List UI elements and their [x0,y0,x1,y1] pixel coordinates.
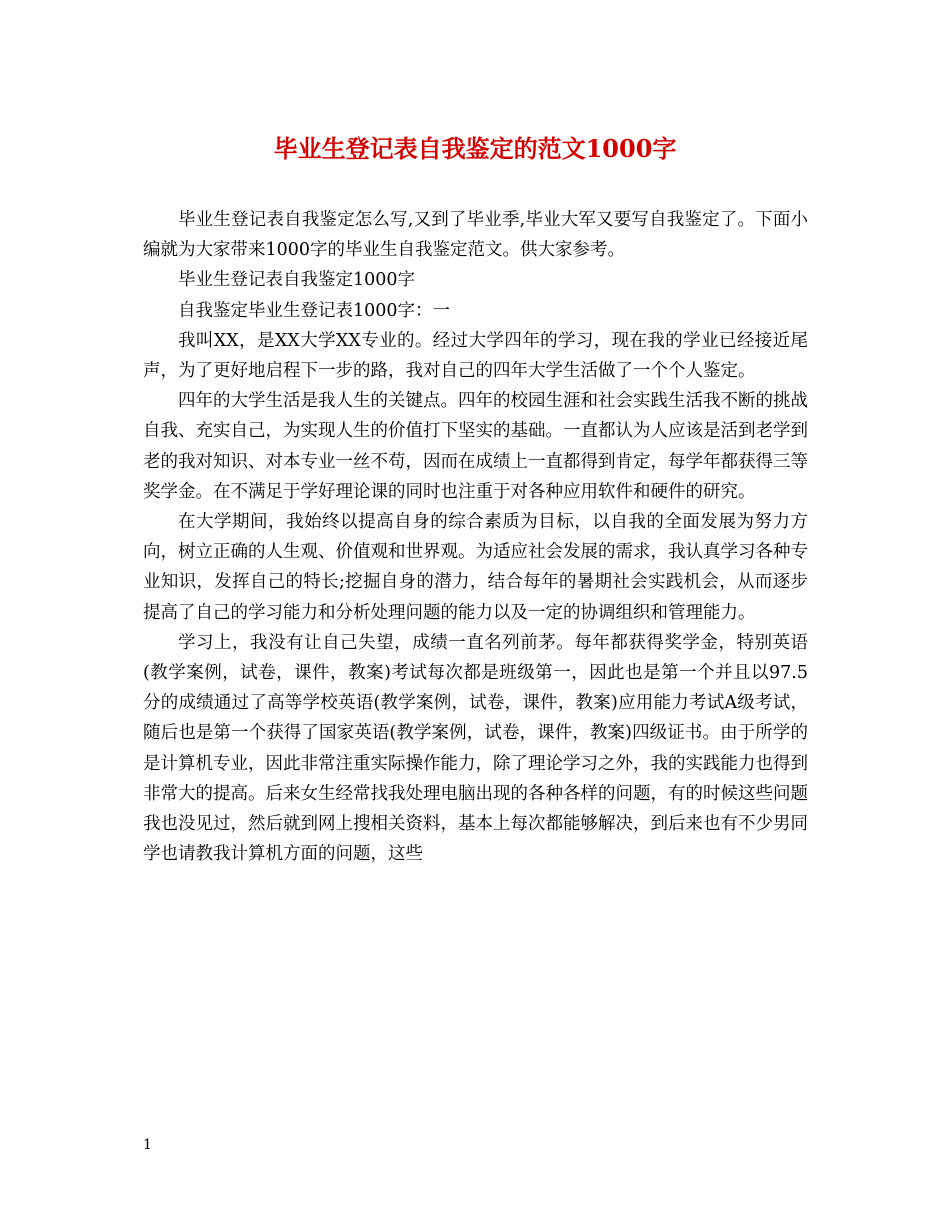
document-title: 毕业生登记表自我鉴定的范文1000字 [273,134,677,163]
paragraph-university-life: 四年的大学生活是我人生的关键点。四年的校园生涯和社会实践生活我不断的挑战自我、充实自己，为实现人生的价值打下坚实的基础。一直都认为人应该是活到老学到老的我对知识、对本专业一丝不苟，因而在成绩上一直都得到肯定，每学年都获得三等奖学金。在不满足于学好理论课的同时也注重于对各种应用软件和硬件的研究。 [143,391,808,502]
paragraph-self-introduction: 我叫XX，是XX大学XX专业的。经过大学四年的学习，现在我的学业已经接近尾声，为了更好地启程下一步的路，我对自己的四年大学生活做了一个个人鉴定。 [143,330,808,382]
paragraph-section-label: 自我鉴定毕业生登记表1000字：一 [178,300,451,321]
paragraph-intro: 毕业生登记表自我鉴定怎么写,又到了毕业季,毕业大军又要写自我鉴定了。下面小编就为大家带来1000字的毕业生自我鉴定范文。供大家参考。 [143,210,808,261]
document-body [143,205,808,869]
paragraph-subheading: 毕业生登记表自我鉴定1000字 [178,270,416,291]
paragraph-study-achievements: 学习上，我没有让自己失望，成绩一直名列前茅。每年都获得奖学金，特别英语(教学案例，试卷，课件，教案)考试每次都是班级第一，因此也是第一个并且以97.5分的成绩通过了高等学校英语(教学案例，试卷，课件，教案)应用能力考试A级考试，随后也是第一个获得了国家英语(教学案例，试卷，课件，教案)四级证书。由于所学的是计算机专业，因此非常注重实际操作能力，除了理论学习之外，我的实践能力也得到非常大的提高。后来女生经常找我处理电脑出现的各种各样的问题，有的时候这些问题我也没见过，然后就到网上搜相关资料，基本上每次都能够解决，到后来也有不少男同学也请教我计算机方面的问题，这些 [143,632,808,865]
page-number: 1 [143,1137,152,1153]
paragraph-personal-development: 在大学期间，我始终以提高自身的综合素质为目标，以自我的全面发展为努力方向，树立正确的人生观、价值观和世界观。为适应社会发展的需求，我认真学习各种专业知识，发挥自己的特长;挖掘自身的潜力，结合每年的暑期社会实践机会，从而逐步提高了自己的学习能力和分析处理问题的能力以及一定的协调组织和管理能力。 [143,512,808,623]
